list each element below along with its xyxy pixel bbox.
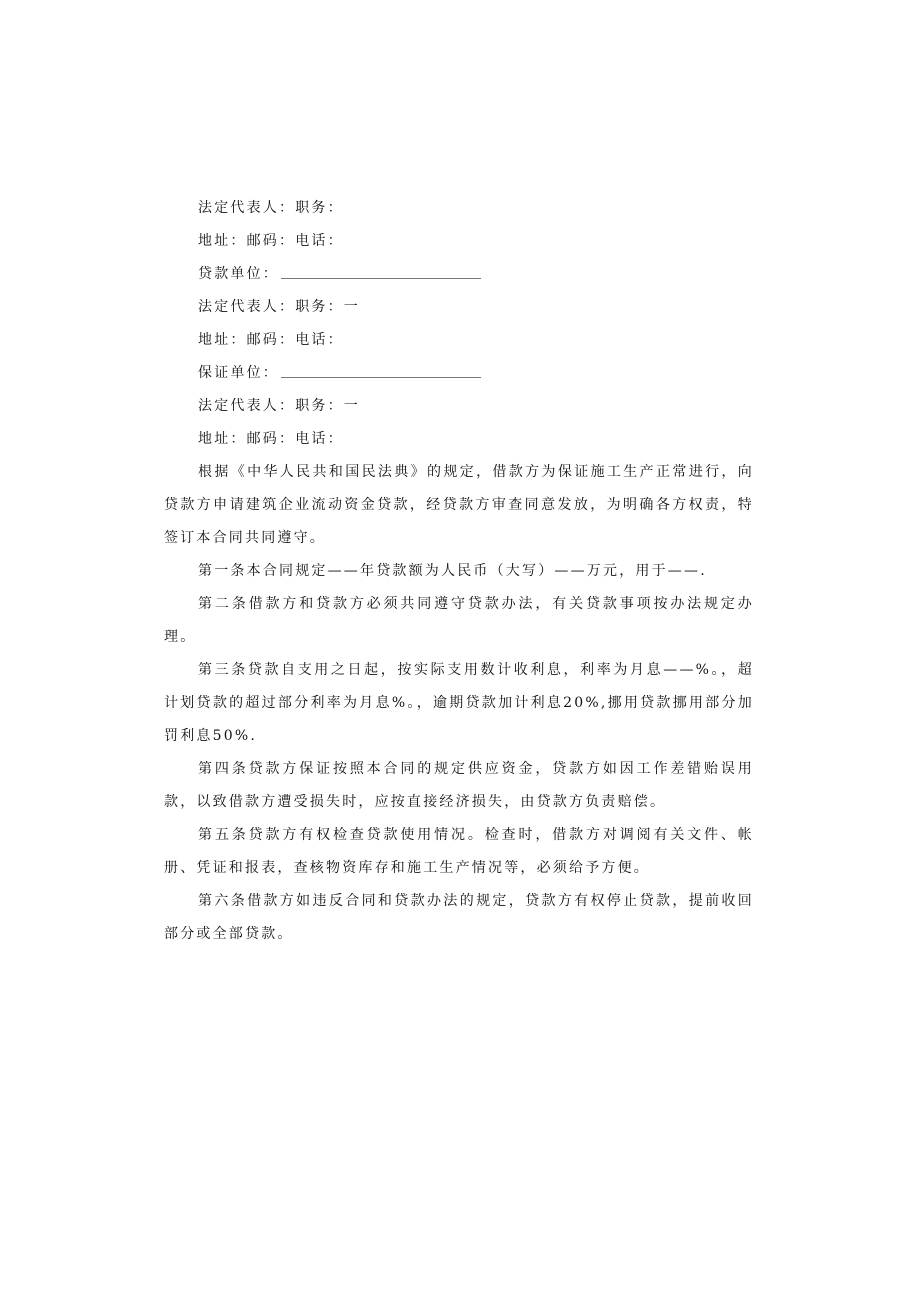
lender-unit-line: [164, 258, 754, 291]
article-3-paragraph: 第三条贷款自支用之日起，按实际支用数计收利息，利率为月息——%。，超计划贷款的超过部分利率为月息%。，逾期贷款加计利息20%,挪用贷款挪用部分加罚利息50%.: [164, 662, 754, 744]
borrower-legal-rep-line: [164, 192, 754, 225]
article-6-paragraph: 第六条借款方如违反合同和贷款办法的规定，贷款方有权停止贷款，提前收回部分或全部贷款。: [164, 893, 754, 942]
borrower-address-line: [164, 225, 754, 258]
guarantor-legal-rep-line: [164, 390, 754, 423]
guarantor-unit-label: 保证单位：: [198, 365, 279, 381]
article-1-paragraph: 第一条本合同规定——年贷款额为人民币（大写）——万元，用于——.: [198, 563, 707, 579]
guarantor-unit-line: [164, 357, 754, 390]
article-5-paragraph: 第五条贷款方有权检查贷款使用情况。检查时，借款方对调阅有关文件、帐册、凭证和报表，查核物资库存和施工生产情况等，必须给予方便。: [164, 827, 754, 876]
guarantor-address-line: [164, 423, 754, 456]
lender-address-line: [164, 324, 754, 357]
borrower-legal-rep-text: 法定代表人：职务：: [198, 200, 344, 216]
article-4-paragraph: 第四条贷款方保证按照本合同的规定供应资金，贷款方如因工作差错贻误用款，以致借款方遭受损失时，应按直接经济损失，由贷款方负责赔偿。: [164, 761, 754, 810]
lender-legal-rep-text: 法定代表人：职务：一: [198, 299, 360, 315]
article-2-paragraph: 第二条借款方和贷款方必须共同遵守贷款办法，有关贷款事项按办法规定办理。: [164, 596, 754, 645]
guarantor-address-text: 地址：邮码：电话：: [198, 431, 344, 447]
preamble-paragraph: 根据《中华人民共和国民法典》的规定，借款方为保证施工生产正常进行，向贷款方申请建筑企业流动资金贷款，经贷款方审查同意发放，为明确各方权责，特签订本合同共同遵守。: [164, 464, 754, 546]
borrower-address-text: 地址：邮码：电话：: [198, 233, 344, 249]
lender-unit-blank: [281, 277, 481, 279]
lender-unit-label: 贷款单位：: [198, 266, 279, 282]
guarantor-legal-rep-text: 法定代表人：职务：一: [198, 398, 360, 414]
contract-body: [164, 192, 754, 951]
lender-legal-rep-line: [164, 291, 754, 324]
lender-address-text: 地址：邮码：电话：: [198, 332, 344, 348]
guarantor-unit-blank: [281, 376, 481, 378]
